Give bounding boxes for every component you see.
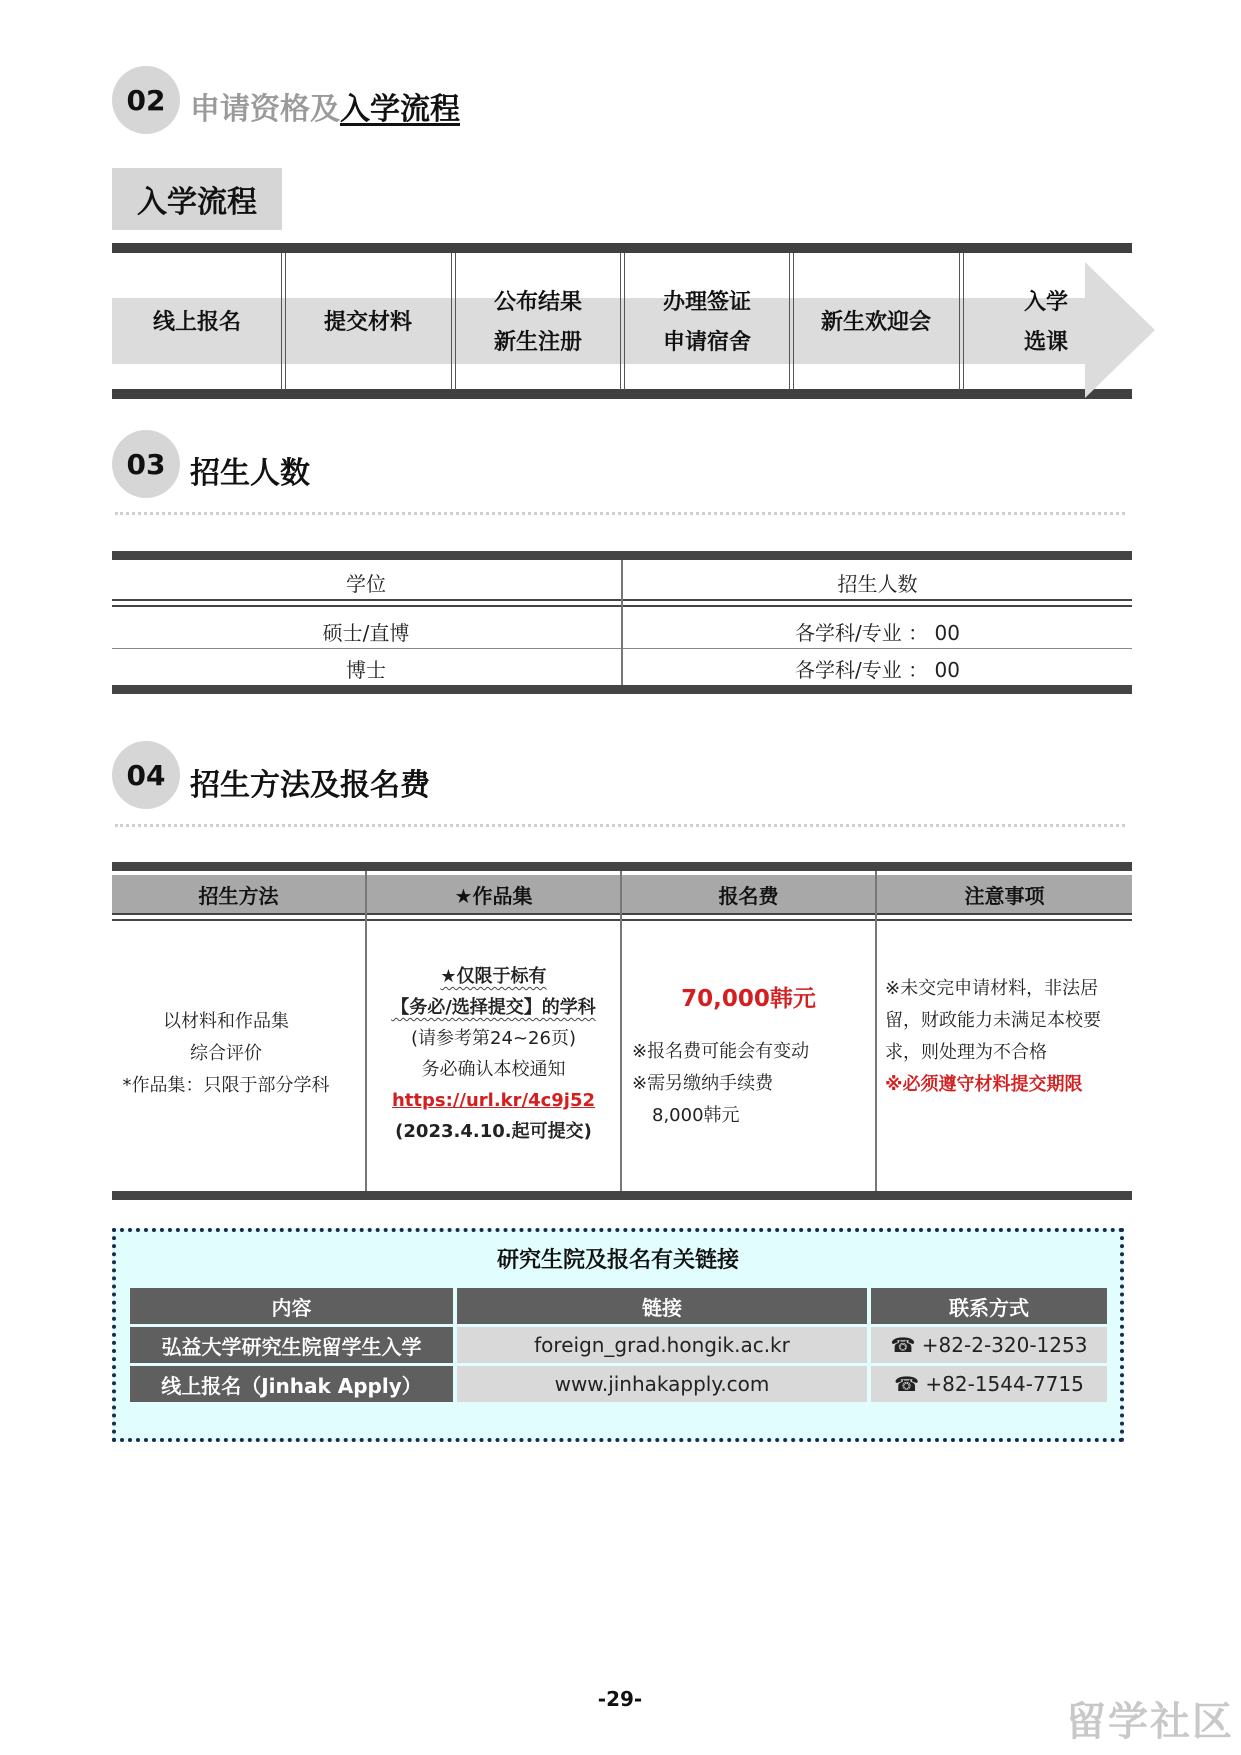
enroll-row-count: 各学科/专业 ： 00 (795, 621, 960, 645)
method-col-fee-notes (632, 1036, 872, 1132)
section-02-title-dark: 入学流程 (340, 92, 460, 127)
flow-step-results (454, 255, 622, 390)
flow-step-line: 入学 (1023, 289, 1068, 315)
method-text: *作品集：只限于部分学科 (122, 1075, 330, 1096)
links-row-name: 线上报名（Jinhak Apply） (130, 1366, 453, 1402)
method-col-notes (885, 973, 1130, 1101)
flow-step-visa (623, 255, 791, 390)
section-04-divider (115, 824, 1125, 827)
flow-step-enroll (962, 255, 1130, 390)
flow-step-line: 提交材料 (323, 309, 412, 335)
section-03-divider (115, 512, 1125, 515)
notes-line: ※未交完申请材料，非法居 (885, 978, 1099, 999)
method-bottom-border (112, 1191, 1132, 1200)
enroll-header-count: 招生人数 (837, 572, 918, 596)
flow-step-line: 公布结果 (493, 289, 582, 315)
flow-step-line: 新生欢迎会 (820, 309, 931, 335)
section-04-number: 04 (112, 741, 180, 809)
links-row-url[interactable]: www.jinhakapply.com (457, 1366, 867, 1402)
flow-step-line: 办理签证 (662, 289, 751, 315)
enroll-row-degree: 硕士/直博 (322, 621, 410, 645)
portfolio-line5: (2023.4.10.起可提交) (395, 1121, 592, 1142)
method-text: 以材料和作品集 (163, 1011, 289, 1032)
links-row-name: 弘益大学研究生院留学生入学 (130, 1327, 453, 1363)
fee-note: ※报名费可能会有变动 (632, 1041, 810, 1062)
flow-step-line: 选课 (1023, 329, 1068, 355)
links-title: 研究生院及报名有关链接 (496, 1248, 739, 1273)
portfolio-line3: (请参考第24~26页) (411, 1028, 576, 1049)
links-header-url: 链接 (457, 1288, 867, 1324)
section-02-number: 02 (112, 66, 180, 134)
flow-step-line: 申请宿舍 (662, 329, 751, 355)
section-02-title-grey: 申请资格及 (190, 92, 340, 127)
enroll-row-degree: 博士 (346, 658, 386, 682)
method-header-portfolio: ★作品集 (367, 875, 620, 913)
enroll-bottom-border (112, 685, 1132, 694)
fee-note: ※需另缴纳手续费 (632, 1073, 774, 1094)
portfolio-line4: 务必确认本校通知 (421, 1059, 566, 1080)
method-col-method (112, 1006, 340, 1102)
links-row-url[interactable]: foreign_grad.hongik.ac.kr (457, 1327, 867, 1363)
portfolio-line1: ★仅限于标有 (440, 966, 547, 987)
flow-step-submit-docs (284, 255, 452, 390)
method-header-notes: 注意事项 (877, 875, 1132, 913)
method-header-line (112, 913, 1132, 915)
method-col-portfolio (367, 961, 620, 1147)
section-02-title (190, 84, 460, 128)
fee-amount: 70,000韩元 (681, 986, 816, 1012)
links-header-content: 内容 (130, 1288, 453, 1324)
portfolio-line2: 【务必/选择提交】的学科 (391, 997, 596, 1018)
flow-top-border (112, 243, 1132, 253)
portfolio-link[interactable]: https://url.kr/4c9j52 (391, 1090, 596, 1111)
enroll-top-border (112, 551, 1132, 560)
flow-heading: 入学流程 (112, 168, 282, 230)
fee-note: 8,000韩元 (652, 1105, 740, 1126)
flow-step-line: 新生注册 (493, 329, 582, 355)
flow-step-line: 线上报名 (152, 309, 241, 335)
links-header-contact: 联系方式 (871, 1288, 1107, 1324)
watermark: 留学社区 (1066, 1699, 1234, 1745)
enroll-header-degree: 学位 (346, 572, 386, 596)
section-03-title: 招生人数 (190, 456, 310, 491)
links-row-phone: ☎ +82-2-320-1253 (871, 1327, 1107, 1363)
notes-deadline: ※必须遵守材料提交期限 (885, 1074, 1083, 1095)
notes-line: 留，财政能力未满足本校要 (885, 1010, 1101, 1031)
method-header-line (112, 919, 1132, 921)
links-row-phone: ☎ +82-1544-7715 (871, 1366, 1107, 1402)
flow-bottom-border (112, 389, 1132, 399)
notes-line: 求，则处理为不合格 (885, 1042, 1047, 1063)
method-col-divider (875, 871, 877, 1191)
method-header-fee: 报名费 (622, 875, 875, 913)
method-header-method: 招生方法 (112, 875, 365, 913)
flow-step-welcome (792, 255, 960, 390)
page-number: -29- (597, 1687, 643, 1711)
method-text: 综合评价 (190, 1043, 262, 1064)
enroll-row-count: 各学科/专业 ： 00 (795, 658, 960, 682)
flow-step-online-apply (113, 255, 281, 390)
method-col-divider (620, 871, 622, 1191)
section-03-number: 03 (112, 430, 180, 498)
section-04-title: 招生方法及报名费 (190, 768, 430, 803)
method-top-border (112, 862, 1132, 871)
